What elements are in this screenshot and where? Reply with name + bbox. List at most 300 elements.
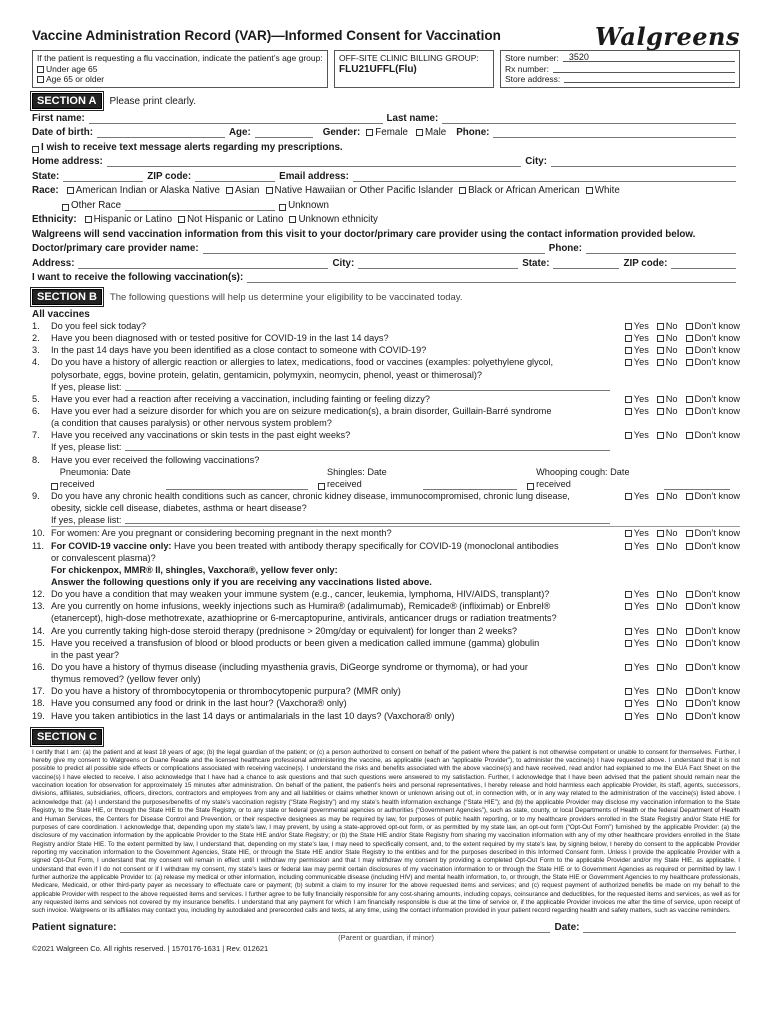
q1-dont-know-checkbox[interactable] xyxy=(686,323,693,330)
question-number: 1. xyxy=(32,321,40,331)
all-vaccines-heading: All vaccines xyxy=(32,309,90,320)
shingles-checkbox[interactable] xyxy=(318,483,325,490)
billing-group-box xyxy=(334,50,494,88)
store-number-label: Store number: xyxy=(505,53,559,63)
question-number: 4. xyxy=(32,357,40,368)
question-4-text-0: Do you have a history of allergic reaction or allergies to latex, medications, food or vaccines (examples: polyethylene glycol, xyxy=(51,357,553,368)
q4-yes-checkbox[interactable] xyxy=(625,359,632,366)
question-14 xyxy=(32,625,740,637)
yes-label: Yes xyxy=(633,321,649,331)
q9-yes-checkbox[interactable] xyxy=(625,493,632,500)
q9-no-checkbox[interactable] xyxy=(657,493,664,500)
home-address-label: Home address: xyxy=(32,156,103,167)
q3-dont-know-checkbox[interactable] xyxy=(686,347,693,354)
q6-no-checkbox[interactable] xyxy=(657,408,664,415)
q15-no-checkbox[interactable] xyxy=(657,640,664,647)
q5-no-checkbox[interactable] xyxy=(657,396,664,403)
dont-know-label: Don’t know xyxy=(694,698,740,709)
dont-know-label: Don’t know xyxy=(694,405,740,416)
q7-no-checkbox[interactable] xyxy=(657,432,664,439)
dont-know-label: Don’t know xyxy=(694,430,740,441)
guardian-note: (Parent or guardian, if minor) xyxy=(338,932,434,942)
q3-no-checkbox[interactable] xyxy=(657,347,664,354)
dont-know-label: Don’t know xyxy=(694,589,740,600)
answer-group xyxy=(614,429,740,441)
other-race-field[interactable] xyxy=(125,201,275,211)
section-c-tag: SECTION C xyxy=(32,729,102,745)
question-11-text-0: For COVID-19 vaccine only: xyxy=(51,540,172,551)
zip-field[interactable] xyxy=(195,172,275,182)
q6-yes-checkbox[interactable] xyxy=(625,408,632,415)
q12-dont-know-checkbox[interactable] xyxy=(686,591,693,598)
yes-label: Yes xyxy=(633,490,649,501)
q17-dont-know-checkbox[interactable] xyxy=(686,688,693,695)
ethnicity-option-2-checkbox[interactable] xyxy=(289,216,296,223)
q12-no-checkbox[interactable] xyxy=(657,591,664,598)
q14-yes-checkbox[interactable] xyxy=(625,628,632,635)
answer-group xyxy=(614,685,740,697)
question-11-text-1: Have you been treated with antibody therapy specifically for COVID-19 (monoclonal antibodies xyxy=(171,540,559,551)
first-name-field[interactable] xyxy=(89,114,383,124)
no-label: No xyxy=(665,333,678,344)
doctor-zip-field[interactable] xyxy=(671,259,736,269)
email-label: Email address: xyxy=(279,170,349,182)
race-option-4-label: White xyxy=(594,185,620,196)
question-6 xyxy=(32,405,740,429)
no-label: No xyxy=(665,405,678,416)
question-7-text-0: Have you received any vaccinations or skin tests in the past eight weeks? xyxy=(51,430,351,441)
dont-know-label: Don’t know xyxy=(694,625,740,636)
yes-label: Yes xyxy=(633,357,649,368)
doctor-city-label: City: xyxy=(332,257,355,269)
age-field[interactable] xyxy=(255,128,313,138)
no-label: No xyxy=(665,589,678,600)
answer-group xyxy=(614,320,740,332)
question-number: 6. xyxy=(32,405,40,416)
q7-dont-know-checkbox[interactable] xyxy=(686,432,693,439)
doctor-zip-label: ZIP code: xyxy=(623,257,668,269)
question-15-text-0: Have you received a transfusion of blood or blood products or been given a medication called immune (gamma) globulin xyxy=(51,637,540,648)
question-8 xyxy=(32,454,740,466)
race-option-0-label: American Indian or Alaska Native xyxy=(75,185,220,196)
doctor-phone-field[interactable] xyxy=(586,244,736,254)
section-a-header xyxy=(32,93,740,109)
yes-label: Yes xyxy=(633,637,649,648)
q11-no-checkbox[interactable] xyxy=(657,543,664,550)
question-text xyxy=(51,332,614,344)
age-group-box xyxy=(32,50,328,88)
race-label: Race: xyxy=(32,185,59,196)
question-text xyxy=(51,600,614,624)
question-number: 18. xyxy=(32,698,45,709)
answer-group xyxy=(614,332,740,344)
question-17-text-0: Do you have a history of thrombocytopenia or thrombocytopenic purpura? (MMR only) xyxy=(51,686,401,697)
city-field[interactable] xyxy=(551,157,736,167)
q13-dont-know-checkbox[interactable] xyxy=(686,603,693,610)
whooping-cough-date-field[interactable] xyxy=(664,480,730,490)
female-label: Female xyxy=(375,127,408,138)
no-label: No xyxy=(665,393,678,404)
question-text xyxy=(51,710,614,722)
yes-label: Yes xyxy=(633,528,649,539)
question-16-text-0: Do you have a history of thymus disease (including myasthenia gravis, DiGeorge syndrome or thymoma), or had your xyxy=(51,661,528,672)
yes-label: Yes xyxy=(633,430,649,441)
q17-no-checkbox[interactable] xyxy=(657,688,664,695)
q11-yes-checkbox[interactable] xyxy=(625,543,632,550)
q2-no-checkbox[interactable] xyxy=(657,335,664,342)
section-b-header xyxy=(32,289,740,305)
section-c-header xyxy=(32,727,740,745)
yes-label: Yes xyxy=(633,625,649,636)
q11-dont-know-checkbox[interactable] xyxy=(686,543,693,550)
answer-group xyxy=(614,661,740,685)
doctor-state-field[interactable] xyxy=(553,259,619,269)
question-9-text-0: Do you have any chronic health conditions such as cancer, chronic kidney disease, immunocompromised, chronic lung disease, xyxy=(51,490,570,501)
last-name-field[interactable] xyxy=(442,114,736,124)
section-b-tag: SECTION B xyxy=(32,289,102,305)
question-text xyxy=(51,405,614,429)
question-number: 5. xyxy=(32,393,40,404)
consent-form xyxy=(32,24,740,1014)
date-field[interactable] xyxy=(583,923,736,933)
dob-field[interactable] xyxy=(97,128,225,138)
q12-yes-checkbox[interactable] xyxy=(625,591,632,598)
over-65-label: Age 65 or older xyxy=(46,74,105,85)
answer-group xyxy=(614,588,740,600)
doctor-label: Doctor/primary care provider name: xyxy=(32,243,199,254)
question-text xyxy=(51,429,614,441)
home-address-field[interactable] xyxy=(107,157,521,167)
question-8-text-0: Have you ever received the following vaccinations? xyxy=(51,454,260,465)
dont-know-label: Don’t know xyxy=(694,637,740,648)
question-number: 7. xyxy=(32,430,40,441)
doctor-address-field[interactable] xyxy=(78,259,328,269)
no-label: No xyxy=(665,528,678,539)
answer-group xyxy=(614,540,740,564)
doctor-state-label: State: xyxy=(522,257,550,269)
ethnicity-row xyxy=(32,211,740,226)
under-65-label: Under age 65 xyxy=(46,63,98,74)
question-number: 10. xyxy=(32,528,45,539)
question-text xyxy=(51,637,614,661)
yes-label: Yes xyxy=(633,589,649,600)
question-3 xyxy=(32,344,740,356)
question-number: 8. xyxy=(32,454,40,465)
no-label: No xyxy=(665,345,678,356)
answer-group xyxy=(614,356,740,380)
question-number: 2. xyxy=(32,333,40,344)
q19-no-checkbox[interactable] xyxy=(657,713,664,720)
if-yes-row xyxy=(32,514,740,526)
question-text xyxy=(51,356,614,380)
zip-label: ZIP code: xyxy=(147,170,192,182)
email-field[interactable] xyxy=(353,172,736,182)
q9-dont-know-checkbox[interactable] xyxy=(686,493,693,500)
q15-dont-know-checkbox[interactable] xyxy=(686,640,693,647)
no-label: No xyxy=(665,661,678,672)
question-text xyxy=(51,320,614,332)
answer-group xyxy=(614,527,740,539)
no-label: No xyxy=(665,540,678,551)
yes-label: Yes xyxy=(633,393,649,404)
question-number: 3. xyxy=(32,345,40,356)
doctor-city-field[interactable] xyxy=(358,259,518,269)
over-65-checkbox[interactable] xyxy=(37,76,44,83)
ethnicity-option-0-checkbox[interactable] xyxy=(85,216,92,223)
question-text xyxy=(51,490,614,514)
question-19-text-0: Have you taken antibiotics in the last 14 days or antimalarials in the last 10 days? (Vaxchora® only) xyxy=(51,710,455,721)
doctor-address-label: Address: xyxy=(32,257,75,269)
question-13-text-0: Are you currently on home infusions, weekly injections such as Humira® (adalimumab), Remicade® (infliximab) or Enbrel® xyxy=(51,601,551,612)
ethnicity-option-1-checkbox[interactable] xyxy=(178,216,185,223)
dont-know-label: Don’t know xyxy=(694,393,740,404)
if-yes-label: If yes, please list: xyxy=(51,515,122,526)
question-18 xyxy=(32,697,740,709)
q4-no-checkbox[interactable] xyxy=(657,359,664,366)
form-header xyxy=(32,22,740,51)
race-option-4-checkbox[interactable] xyxy=(586,187,593,194)
race-option-1-checkbox[interactable] xyxy=(226,187,233,194)
rx-number-field[interactable] xyxy=(553,64,735,73)
question-number: 13. xyxy=(32,601,45,612)
question-11-text-2: or convalescent plasma)? xyxy=(51,552,156,563)
question-number: 14. xyxy=(32,625,45,636)
section-b-desc: The following questions will help us determine your eligibility to be vaccinated today. xyxy=(109,291,463,303)
question-10 xyxy=(32,527,740,539)
q14-dont-know-checkbox[interactable] xyxy=(686,628,693,635)
dob-label: Date of birth: xyxy=(32,127,93,138)
question-3-text-0: In the past 14 days have you been identified as a close contact to someone with COVID-19? xyxy=(51,345,427,356)
want-vaccination-field[interactable] xyxy=(247,273,736,283)
q13-no-checkbox[interactable] xyxy=(657,603,664,610)
text-alert-checkbox[interactable] xyxy=(32,146,39,153)
question-13 xyxy=(32,600,740,624)
yes-label: Yes xyxy=(633,661,649,672)
if-yes-label: If yes, please list: xyxy=(51,381,122,392)
ethnicity-option-0-label: Hispanic or Latino xyxy=(93,214,173,225)
dont-know-label: Don’t know xyxy=(694,333,740,344)
no-label: No xyxy=(665,710,678,721)
question-6-text-1: (a condition that causes paralysis) or other nervous system problem? xyxy=(51,418,332,429)
pneumonia-checkbox[interactable] xyxy=(51,483,58,490)
female-checkbox[interactable] xyxy=(366,129,373,136)
question-13-text-1: (etanercept), high-dose methotrexate, azathioprine or 6-mercaptopurine, antivirals, anticancer drugs or radiation treatments? xyxy=(51,613,557,624)
no-label: No xyxy=(665,357,678,368)
last-name-label: Last name: xyxy=(386,112,439,124)
dont-know-label: Don’t know xyxy=(694,540,740,551)
q19-dont-know-checkbox[interactable] xyxy=(686,713,693,720)
unknown-race-label: Unknown xyxy=(288,199,329,211)
question-text xyxy=(51,625,614,637)
yes-label: Yes xyxy=(633,686,649,697)
yes-label: Yes xyxy=(633,345,649,356)
chickenpox-notice: For chickenpox, MMR® II, shingles, Vaxchora®, yellow fever only: xyxy=(51,564,338,575)
answer-group xyxy=(614,393,740,405)
question-number: 12. xyxy=(32,589,45,600)
top-info-boxes xyxy=(32,50,740,88)
copyright-footer: ©2021 Walgreen Co. All rights reserved. | 1570176-1631 | Rev. 012621 xyxy=(32,943,269,953)
dont-know-label: Don’t know xyxy=(694,601,740,612)
q4-if-yes-field[interactable] xyxy=(125,381,610,391)
other-race-label: Other Race xyxy=(71,199,122,211)
question-1-text-0: Do you feel sick today? xyxy=(51,321,146,331)
q18-no-checkbox[interactable] xyxy=(657,700,664,707)
q17-yes-checkbox[interactable] xyxy=(625,688,632,695)
under-65-checkbox[interactable] xyxy=(37,66,44,73)
q10-no-checkbox[interactable] xyxy=(657,530,664,537)
race-option-0-checkbox[interactable] xyxy=(67,187,74,194)
doctor-field[interactable] xyxy=(203,244,545,254)
q9-if-yes-field[interactable] xyxy=(125,514,610,524)
pneumonia-date-field[interactable] xyxy=(166,480,308,490)
question-11 xyxy=(32,540,740,564)
question-list xyxy=(32,320,740,722)
q1-no-checkbox[interactable] xyxy=(657,323,664,330)
dont-know-label: Don’t know xyxy=(694,345,740,356)
q3-yes-checkbox[interactable] xyxy=(625,347,632,354)
prior-vaccinations-row xyxy=(32,466,740,490)
question-2-text-0: Have you been diagnosed with or tested positive for COVID-19 in the last 14 days? xyxy=(51,333,389,344)
question-text xyxy=(51,454,614,466)
billing-group-label: OFF-SITE CLINIC BILLING GROUP: xyxy=(339,53,479,63)
store-address-label: Store address: xyxy=(505,74,561,85)
ethnicity-label: Ethnicity: xyxy=(32,214,77,225)
store-info-box xyxy=(500,50,740,88)
no-label: No xyxy=(665,637,678,648)
walgreens-logo: Walgreens xyxy=(595,22,740,51)
if-yes-row xyxy=(32,441,740,453)
q1-yes-checkbox[interactable] xyxy=(625,323,632,330)
conditional-notice xyxy=(32,564,740,588)
question-17 xyxy=(32,685,740,697)
text-alert-label: I wish to receive text message alerts regarding my prescriptions. xyxy=(41,141,343,153)
answer-group xyxy=(614,344,740,356)
question-9-text-1: obesity, sickle cell disease, diabetes, asthma or heart disease? xyxy=(51,503,307,514)
dont-know-label: Don’t know xyxy=(694,321,740,331)
race-option-1-label: Asian xyxy=(235,185,260,196)
question-1 xyxy=(32,320,740,332)
question-15 xyxy=(32,637,740,661)
q10-dont-know-checkbox[interactable] xyxy=(686,530,693,537)
question-text xyxy=(51,527,614,539)
q15-yes-checkbox[interactable] xyxy=(625,640,632,647)
q18-dont-know-checkbox[interactable] xyxy=(686,700,693,707)
dont-know-label: Don’t know xyxy=(694,661,740,672)
question-number: 19. xyxy=(32,710,45,721)
race-option-3-checkbox[interactable] xyxy=(459,187,466,194)
dont-know-label: Don’t know xyxy=(694,490,740,501)
whooping-cough-checkbox[interactable] xyxy=(527,483,534,490)
race-row xyxy=(32,182,740,197)
send-info-notice: Walgreens will send vaccination information from this visit to your doctor/primary care provider using the contact information provided below. xyxy=(32,228,696,240)
yes-label: Yes xyxy=(633,710,649,721)
q19-yes-checkbox[interactable] xyxy=(625,713,632,720)
question-16 xyxy=(32,661,740,685)
q7-if-yes-field[interactable] xyxy=(125,441,610,451)
question-5 xyxy=(32,393,740,405)
unknown-race-checkbox[interactable] xyxy=(279,204,286,211)
answer-group xyxy=(614,710,740,722)
store-address-field[interactable] xyxy=(564,74,735,83)
question-text xyxy=(51,540,614,564)
shingles-date-field[interactable] xyxy=(423,480,518,490)
question-text xyxy=(51,588,614,600)
question-19 xyxy=(32,710,740,722)
question-14-text-0: Are you currently taking high-dose steroid therapy (prednisone > 20mg/day or equivalent) for longer than 2 weeks? xyxy=(51,625,518,636)
q16-dont-know-checkbox[interactable] xyxy=(686,664,693,671)
answer-group xyxy=(614,637,740,661)
ethnicity-option-1-label: Not Hispanic or Latino xyxy=(187,214,284,225)
store-number-field[interactable]: 3520 xyxy=(563,53,735,62)
q13-yes-checkbox[interactable] xyxy=(625,603,632,610)
dont-know-label: Don’t know xyxy=(694,357,740,368)
q10-yes-checkbox[interactable] xyxy=(625,530,632,537)
q18-yes-checkbox[interactable] xyxy=(625,700,632,707)
q16-no-checkbox[interactable] xyxy=(657,664,664,671)
phone-label: Phone: xyxy=(456,127,490,138)
question-4 xyxy=(32,356,740,380)
if-yes-row xyxy=(32,381,740,393)
dont-know-label: Don’t know xyxy=(694,710,740,721)
answer-group xyxy=(614,697,740,709)
race-option-2-label: Native Hawaiian or Other Pacific Islander xyxy=(274,185,454,196)
q2-dont-know-checkbox[interactable] xyxy=(686,335,693,342)
q16-yes-checkbox[interactable] xyxy=(625,664,632,671)
whooping-cough-label: Whooping cough: Date received xyxy=(536,466,630,489)
question-4-text-1: polysorbate, eggs, bovine protein, gelatin, gentamicin, polymyxin, neomycin, phenol, yeast or thimerosal)? xyxy=(51,369,483,380)
question-16-text-1: thymus removed? (yellow fever only) xyxy=(51,674,201,685)
race-option-2-checkbox[interactable] xyxy=(266,187,273,194)
question-text xyxy=(51,697,614,709)
question-text xyxy=(51,685,614,697)
q5-yes-checkbox[interactable] xyxy=(625,396,632,403)
no-label: No xyxy=(665,490,678,501)
q5-dont-know-checkbox[interactable] xyxy=(686,396,693,403)
patient-signature-field[interactable] xyxy=(120,923,550,933)
pneumonia-label: Pneumonia: Date received xyxy=(59,466,131,489)
q14-no-checkbox[interactable] xyxy=(657,628,664,635)
section-a-desc: Please print clearly. xyxy=(109,95,197,107)
q4-dont-know-checkbox[interactable] xyxy=(686,359,693,366)
q2-yes-checkbox[interactable] xyxy=(625,335,632,342)
question-2 xyxy=(32,332,740,344)
other-race-checkbox[interactable] xyxy=(62,204,69,211)
state-label: State: xyxy=(32,170,60,182)
form-title: Vaccine Administration Record (VAR)—Informed Consent for Vaccination xyxy=(32,28,501,43)
consent-legal-text: I certify that I am: (a) the patient and at least 18 years of age; (b) the legal guardian of the patient; or (c) a person authorized to consent on behalf of the patient where the patient is not otherwise competent or unable to consent for themselves. Further, I hereby give my consent to Walgreens or Duane Reade and the licensed healthcare professional administering the vaccine, as applicable (each an “applicable Provider”), to administer the vaccine(s) I have requested above. I understand that it is not possible to predict all possible side effects or complications associated with receiving vaccine(s). I understand the risks and benefits associated with the above vaccine(s) and have received, read and/or had explained to me the EUA Fact Sheet on the vaccine(s) I have elected to receive. I also acknowledge that I have had a chance to ask questions and that such questions were answered to my satisfaction. Further, I acknowledge that I have been advised that the patient should remain near the vaccination location for observation for approximately 15 minutes after administration. On behalf of the patient, the patient’s heirs and personal representatives, I hereby release and hold harmless each applicable Provider, its staff, agents, successors, divisions, affiliates, subsidiaries, officers, directors, contractors and employees from any and all liabilities or claims whether known or unknown arising out of, in connection with, or in any way related to the administration of the vaccine(s) listed above. I acknowledge that: (a) I understand the purposes/benefits of my state’s vaccination registry (“State Registry”) and my state’s health information exchange (“State HIE”); and (b) the applicable Provider may disclose my vaccination information to the State Registry, to the State HIE, or through the State HIE to the State Registry, or to any state or federal governmental agencies or authorities (“Government Agencies”), such as state, county, or local Departments of Health or the federal Department of Health and Human Services, the Centers for Disease Control and Prevention, or their respective designees as may be required by law, for purposes of public health reporting, or to my healthcare providers enrolled in the State Registry and/or State HIE for purposes of care coordination. I acknowledge that, depending upon my state’s law, I may prevent, by using a state-approved opt-out form, or as permitted by my state law, an opt-out form (“Opt-Out Form”) furnished by the applicable Provider: (a) the disclosure of my vaccination information by the applicable Provider to the State HIE and/or State Registry; or (b) the State HIE and/or State Registry from sharing my vaccination information with any of my other healthcare providers enrolled in the State Registry and/or State HIE. To the extent permitted by law, I understand that, depending on my state’s law, I may need to specifically consent, and, to the extent required by my state’s law, by signing below, I hereby do consent to the applicable Provider reporting my vaccination information to the Government Agencies, State HIE, or through the State HIE and/or State Registry to the entities and for the purposes described in this Informed Consent form. Unless I provide the applicable Provider with a signed Opt-Out Form, I understand that my consent will remain in effect until I withdraw my permission and that I may withdraw my consent by providing a completed Opt-Out Form to the applicable Provider and/or my State HIE, as applicable. I understand that even if I do not consent or if I withdraw my consent, my state’s laws or federal law may permit certain disclosures of my vaccination information to or through the State HIE or to Government Agencies as required or permitted by law. I further authorize the applicable Provider to: (a) release my medical or other information, including communicable disease (including HIV) and mental health information, to, or through, the State HIE or Government Agencies to my healthcare professionals, Medicare, Medicaid, or other third-party payer as necessary to effectuate care or payment; (b) submit a claim to my insurer for the above requested items and services; and (c) request payment of authorized benefits be made on my behalf to the applicable Provider with respect to the above requested items and services. I further agree to be fully financially responsible for any cost-sharing amounts, including copays, coinsurance and deductibles, for the requested items and services, as well as for any requested items and services not covered by my insurance benefits. I understand that any payment for which I am financially responsible is due at the time of service or, if the applicable Provider invoices me after the time of service, upon receipt of such invoice. Walgreens or its affiliates may contact you, including by autodialed and prerecorded calls and texts, at any time, using the contact information provided in your patient record regarding health and safety matters, such as vaccine reminders. xyxy=(32,748,740,915)
if-yes-label: If yes, please list: xyxy=(51,442,122,453)
no-label: No xyxy=(665,686,678,697)
shingles-label: Shingles: Date received xyxy=(326,466,387,489)
answer-spacer xyxy=(614,454,740,466)
q7-yes-checkbox[interactable] xyxy=(625,432,632,439)
question-12-text-0: Do you have a condition that may weaken your immune system (e.g., cancer, leukemia, lymphoma, HIV/AIDS, transplant)? xyxy=(51,589,550,600)
question-number: 17. xyxy=(32,686,45,697)
answer-group xyxy=(614,490,740,514)
city-label: City: xyxy=(525,156,547,167)
ethnicity-option-2-label: Unknown ethnicity xyxy=(298,214,378,225)
male-checkbox[interactable] xyxy=(416,129,423,136)
phone-field[interactable] xyxy=(493,128,736,138)
answer-group xyxy=(614,625,740,637)
question-number: 11. xyxy=(32,540,45,551)
dont-know-label: Don’t know xyxy=(694,528,740,539)
question-number: 16. xyxy=(32,661,45,672)
yes-label: Yes xyxy=(633,540,649,551)
q6-dont-know-checkbox[interactable] xyxy=(686,408,693,415)
age-label: Age: xyxy=(228,127,251,138)
state-field[interactable] xyxy=(63,172,143,182)
